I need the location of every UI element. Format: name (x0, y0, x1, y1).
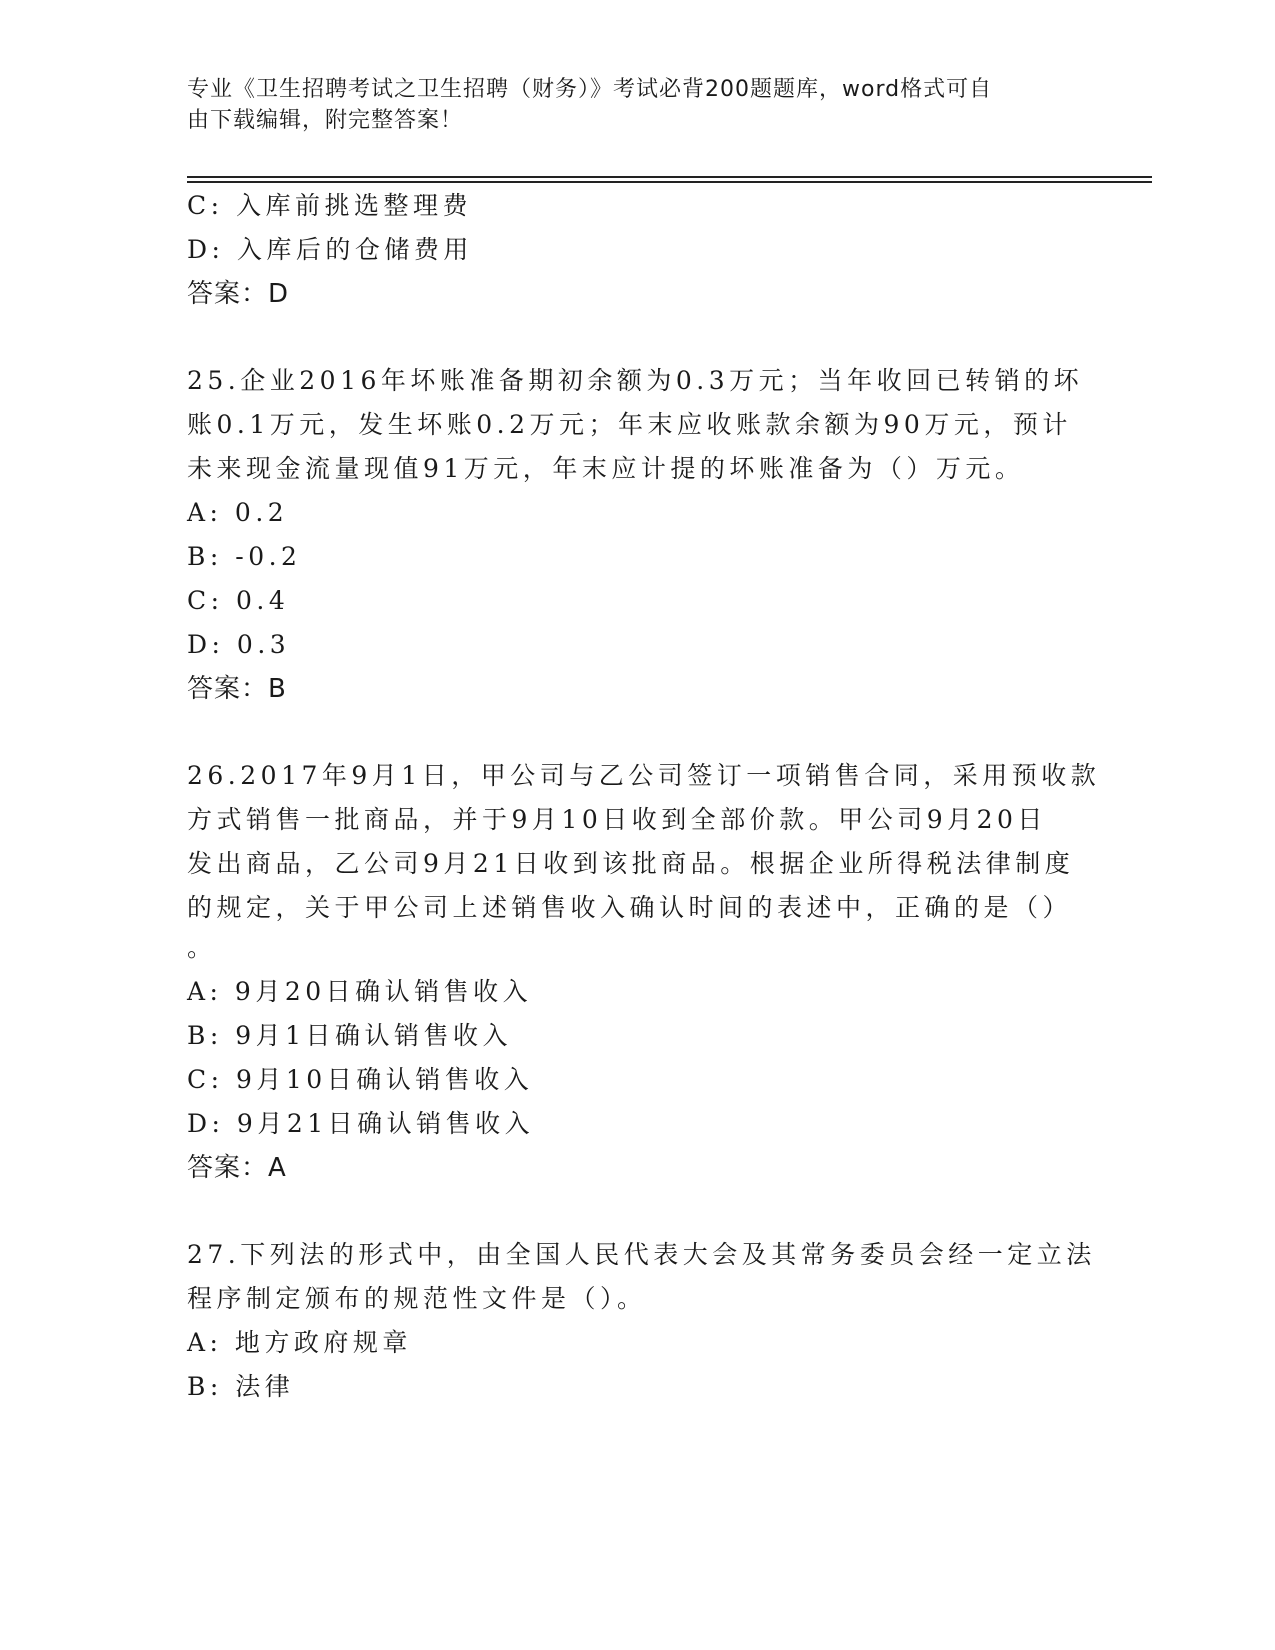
q25-option-a: A: 0.2 (187, 498, 289, 527)
header-title-line-2: 由下载编辑，附完整答案！ (187, 108, 464, 133)
q26-stem-line-3: 发出商品，乙公司9月21日收到该批商品。根据企业所得税法律制度 (187, 849, 1075, 878)
q25-option-d: D: 0.3 (187, 630, 291, 659)
q25-stem-line-2: 账0.1万元，发生坏账0.2万元；年末应收账款余额为90万元，预计 (187, 410, 1072, 439)
q26-stem-line-5: 。 (187, 933, 217, 962)
q26-stem-line-4: 的规定，关于甲公司上述销售收入确认时间的表述中，正确的是（） (187, 893, 1073, 922)
document-header (187, 74, 1077, 136)
header-divider-bottom (187, 181, 1152, 183)
header-divider-top (187, 176, 1152, 178)
q24-option-c: C: 入库前挑选整理费 (187, 191, 472, 220)
q27-stem-line-1: 27.下列法的形式中，由全国人民代表大会及其常务委员会经一定立法 (187, 1240, 1096, 1269)
q25-stem-line-1: 25.企业2016年坏账准备期初余额为0.3万元；当年收回已转销的坏 (187, 366, 1084, 395)
header-title-line-1: 专业《卫生招聘考试之卫生招聘（财务）》考试必背200题题库，word格式可自 (187, 77, 993, 102)
q25-option-c: C: 0.4 (187, 586, 290, 615)
q26-stem-line-2: 方式销售一批商品，并于9月10日收到全部价款。甲公司9月20日 (187, 805, 1047, 834)
q27-stem-line-2: 程序制定颁布的规范性文件是（）。 (187, 1284, 647, 1313)
q27-option-b: B: 法律 (187, 1372, 295, 1401)
q26-option-d: D: 9月21日确认销售收入 (187, 1109, 535, 1138)
q26-option-b: B: 9月1日确认销售收入 (187, 1021, 513, 1050)
q25-answer: 答案：B (187, 674, 287, 704)
q26-option-a: A: 9月20日确认销售收入 (187, 977, 533, 1006)
q25-stem-line-3: 未来现金流量现值91万元，年末应计提的坏账准备为（）万元。 (187, 454, 1025, 483)
q24-option-d: D: 入库后的仓储费用 (187, 235, 473, 264)
q26-answer: 答案：A (187, 1153, 287, 1183)
q24-answer: 答案：D (187, 279, 290, 309)
q26-option-c: C: 9月10日确认销售收入 (187, 1065, 534, 1094)
q27-option-a: A: 地方政府规章 (187, 1328, 412, 1357)
q26-stem-line-1: 26.2017年9月1日，甲公司与乙公司签订一项销售合同，采用预收款 (187, 761, 1101, 790)
q25-option-b: B: -0.2 (187, 542, 302, 571)
